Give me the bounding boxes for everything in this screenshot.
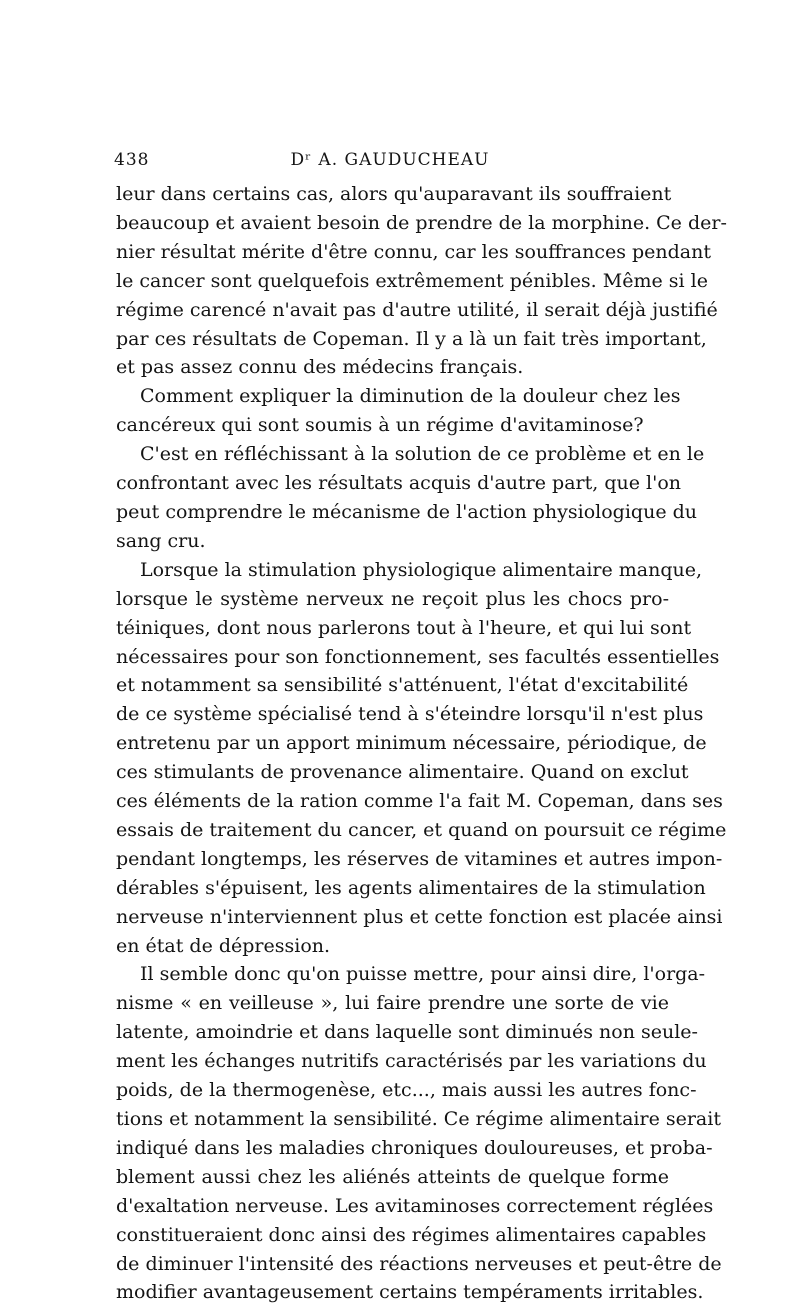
text-line: et pas assez connu des médecins français. xyxy=(116,356,524,379)
text-line: de ce système spécialisé tend à s'éteindre lorsqu'il n'est plus xyxy=(116,703,704,726)
text-line: nerveuse n'interviennent plus et cette fonction est placée ainsi xyxy=(116,905,723,928)
text-line: C'est en réfléchissant à la solution de ce problème et en le xyxy=(140,443,705,466)
text-line: sang cru. xyxy=(116,529,206,552)
text-line: nier résultat mérite d'être connu, car les souffrances pendant xyxy=(116,240,712,263)
text-line: téiniques, dont nous parlerons tout à l'heure, et qui lui sont xyxy=(116,616,692,639)
paragraph xyxy=(116,440,705,556)
running-title: Dʳ A. GAUDUCHEAU xyxy=(290,150,490,170)
text-line: tions et notamment la sensibilité. Ce régime alimentaire serait xyxy=(116,1108,721,1130)
text-line: de diminuer l'intensité des réactions nerveuses et peut-être de xyxy=(116,1252,722,1275)
text-line: confrontant avec les résultats acquis d'autre part, que l'on xyxy=(116,472,681,495)
text-line: poids, de la thermogenèse, etc..., mais aussi les autres fonc- xyxy=(116,1079,697,1102)
text-line: Comment expliquer la diminution de la douleur chez les xyxy=(140,385,681,408)
text-line: Lorsque la stimulation physiologique alimentaire manque, xyxy=(140,558,703,581)
text-line: peut comprendre le mécanisme de l'action physiologique du xyxy=(116,500,698,523)
text-line: modifier avantageusement certains tempéraments irritables. xyxy=(116,1281,704,1304)
text-line: dérables s'épuisent, les agents alimentaires de la stimulation xyxy=(116,876,706,899)
running-head xyxy=(114,148,666,172)
text-line: entretenu par un apport minimum nécessaire, périodique, de xyxy=(116,732,707,755)
paragraph xyxy=(116,382,681,440)
text-line: constitueraient donc ainsi des régimes alimentaires capables xyxy=(116,1223,707,1246)
text-line: latente, amoindrie et dans laquelle sont diminués non seule- xyxy=(116,1021,698,1044)
text-line: pendant longtemps, les réserves de vitamines et autres impon- xyxy=(116,847,723,870)
text-line: essais de traitement du cancer, et quand on poursuit ce régime xyxy=(116,818,727,841)
paragraph xyxy=(116,556,727,961)
text-line: lorsque le système nerveux ne reçoit plus les chocs pro- xyxy=(116,587,669,610)
text-line: cancéreux qui sont soumis à un régime d'avitaminose? xyxy=(116,414,644,437)
text-line: le cancer sont quelquefois extrêmement pénibles. Même si le xyxy=(116,269,708,292)
text-line: ment les échanges nutritifs caractérisés par les variations du xyxy=(116,1050,707,1073)
text-line: en état de dépression. xyxy=(116,934,331,957)
text-line: nécessaires pour son fonctionnement, ses facultés essentielles xyxy=(116,645,720,668)
text-line: beaucoup et avaient besoin de prendre de la morphine. Ce der- xyxy=(116,211,727,234)
text-line: ces éléments de la ration comme l'a fait M. Copeman, dans ses xyxy=(116,790,723,813)
text-line: d'exaltation nerveuse. Les avitaminoses correctement réglées xyxy=(116,1194,714,1217)
text-line: et notamment sa sensibilité s'atténuent, l'état d'excitabilité xyxy=(116,674,689,697)
text-line: ces stimulants de provenance alimentaire. Quand on exclut xyxy=(116,761,689,784)
text-line: par ces résultats de Copeman. Il y a là un fait très important, xyxy=(116,327,707,350)
text-line: leur dans certains cas, alors qu'auparavant ils souffraient xyxy=(116,183,672,205)
text-line: blement aussi chez les aliénés atteints de quelque forme xyxy=(116,1165,669,1188)
text-line: Il semble donc qu'on puisse mettre, pour ainsi dire, l'orga- xyxy=(140,963,706,986)
body-text xyxy=(116,180,727,1307)
page-number: 438 xyxy=(114,150,150,170)
text-line: indiqué dans les maladies chroniques douloureuses, et proba- xyxy=(116,1136,713,1159)
text-line: régime carencé n'avait pas d'autre utilité, il serait déjà justifié xyxy=(116,298,718,321)
paragraph xyxy=(116,180,727,382)
text-line: nisme « en veilleuse », lui faire prendre une sorte de vie xyxy=(116,992,669,1015)
paragraph xyxy=(116,960,722,1307)
